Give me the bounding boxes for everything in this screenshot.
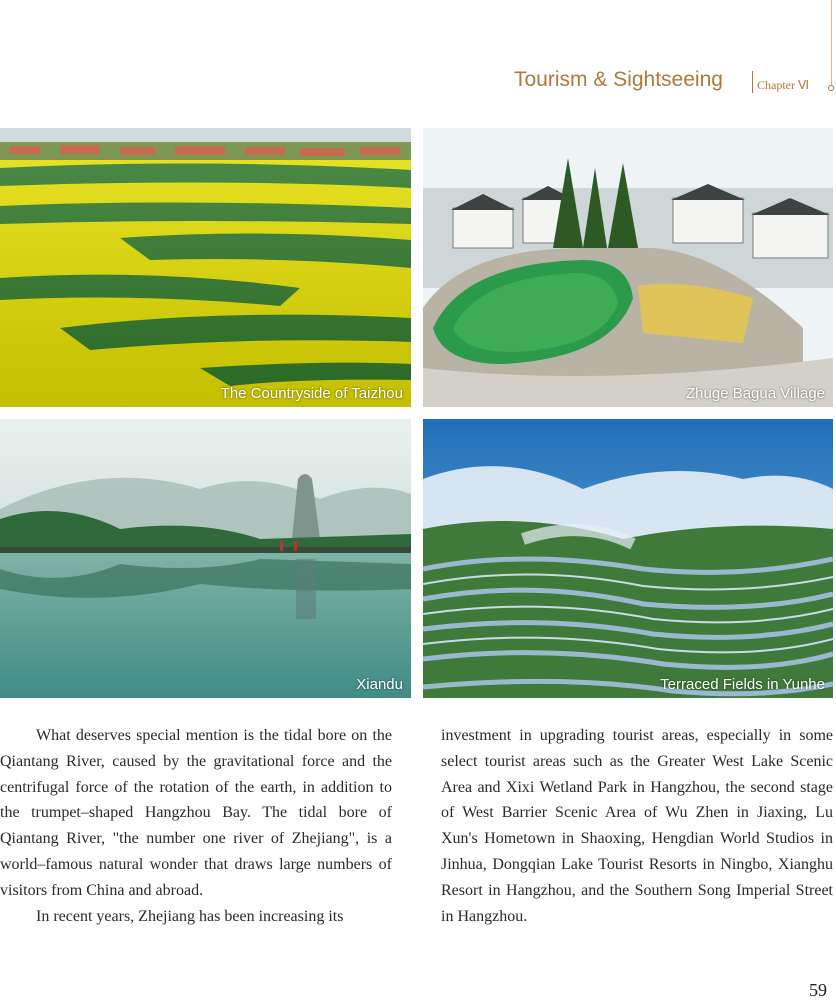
photo-caption: Terraced Fields in Yunhe	[660, 676, 825, 693]
photo-xiandu	[0, 419, 411, 698]
corner-rule	[831, 0, 832, 86]
misty-lake-image	[0, 419, 411, 698]
section-title: Tourism & Sightseeing	[514, 68, 723, 91]
body-left-column	[0, 723, 392, 929]
photo-yunhe-terraced-fields	[423, 419, 833, 698]
photo-caption: Zhuge Bagua Village	[686, 385, 825, 402]
photo-taizhou-countryside	[0, 128, 411, 407]
body-paragraph: In recent years, Zhejiang has been increasing its	[36, 907, 344, 925]
body-paragraph: investment in upgrading tourist areas, especially in some select tourist areas such as the Greater West Lake Scenic Area and Xixi Wetland Park in Hangzhou, the second stage of West Barrier Scenic Area of Wu Zhen in Jiaxing, Lu Xun's Hometown in Shaoxing, Hengdian World Studios in Jinhua, Dongqian Lake Tourist Resorts in Ningbo, Xianghu Resort in Hangzhou, and the Southern Song Imperial Street in Hangzhou.	[441, 727, 833, 925]
page-number: 59	[809, 980, 827, 1000]
terraced-fields-image	[423, 419, 833, 698]
body-right-column	[441, 723, 833, 929]
photo-caption: The Countryside of Taizhou	[220, 385, 403, 402]
photo-zhuge-bagua-village	[423, 128, 833, 407]
chapter-label: Chapter Ⅵ	[757, 78, 810, 92]
village-pond-image	[423, 128, 833, 407]
photo-caption: Xiandu	[356, 676, 403, 693]
rapeseed-field-image	[0, 128, 411, 407]
corner-dot	[828, 85, 834, 91]
body-paragraph: What deserves special mention is the tidal bore on the Qiantang River, caused by the gravitational force and the centrifugal force of the rotation of the earth, in addition to the trumpet–shaped Hangzhou Bay. The tidal bore of Qiantang River, "the number one river of Zhejiang", is a world–famous natural wonder that draws large numbers of visitors from China and abroad.	[0, 727, 392, 899]
header-separator	[752, 71, 753, 93]
